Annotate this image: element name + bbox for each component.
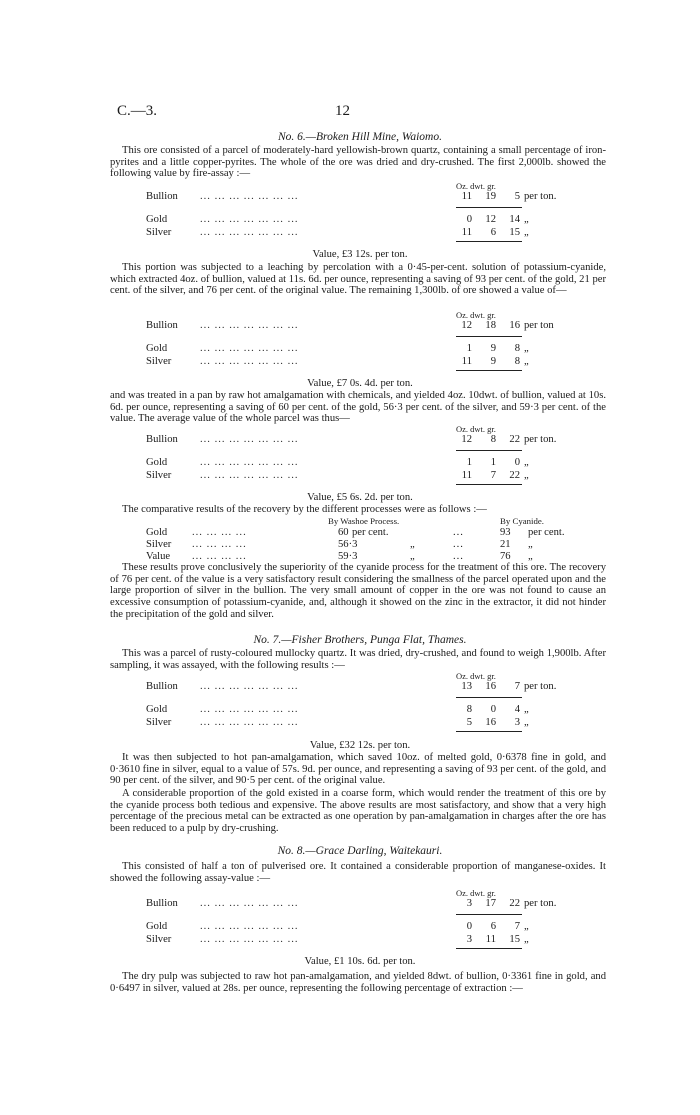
gr-value: 8: [514, 343, 520, 354]
table-row: [110, 539, 610, 551]
value-line: Value, £3 12s. per ton.: [312, 249, 408, 260]
row-label: Bullion: [146, 434, 178, 445]
value-line: Value, £7 0s. 4d. per ton.: [307, 378, 413, 389]
gr-value: 7: [514, 681, 520, 692]
divider: [456, 731, 522, 732]
row-label: Silver: [146, 717, 172, 728]
value-line: Value, £5 6s. 2d. per ton.: [307, 492, 413, 503]
gr-value: 8: [514, 356, 520, 367]
divider: [456, 484, 522, 485]
unit-suffix: „: [524, 214, 529, 225]
oz-value: 1: [466, 457, 472, 468]
row-label: Bullion: [146, 191, 178, 202]
row-label: Gold: [146, 214, 168, 225]
section-6-para-5: [110, 562, 606, 621]
oz-value: 8: [466, 704, 472, 715]
leader-dots: ...: [453, 539, 464, 550]
paragraph: This ore consisted of a parcel of moderately-hard yellowish-brown quartz, containing a small percentage of iron-pyrites and a little copper-pyrites. The whole of the ore was dried and dry-crushed. The first 2,000lb. showed the following value by fire-assay :—: [110, 145, 606, 180]
leader-dots: ... ... ... ... ... ... ...: [200, 898, 299, 909]
gr-value: 15: [509, 934, 520, 945]
table-row: [110, 898, 610, 910]
gr-value: 15: [509, 227, 520, 238]
washoe-header: By Washoe Process.: [328, 516, 400, 526]
row-label: Bullion: [146, 681, 178, 692]
section-7-intro: [110, 648, 606, 671]
oz-value: 11: [461, 191, 472, 202]
oz-value: 12: [461, 320, 472, 331]
gr-value: 22: [509, 434, 520, 445]
oz-value: 12: [461, 434, 472, 445]
oz-value: 11: [461, 470, 472, 481]
cyanide-value: 93: [500, 527, 511, 538]
washoe-unit: „: [410, 539, 415, 550]
divider: [456, 336, 522, 337]
divider: [456, 697, 522, 698]
section-6-para-2: [110, 262, 606, 297]
dwt-value: 11: [485, 934, 496, 945]
paragraph: The comparative results of the recovery by the different processes were as follows :—: [122, 504, 487, 515]
cyanide-value: 76: [500, 551, 511, 562]
washoe-unit: „: [410, 551, 415, 562]
oz-value: 0: [466, 921, 472, 932]
gr-value: 16: [509, 320, 520, 331]
dwt-value: 16: [485, 681, 496, 692]
unit-suffix: „: [524, 457, 529, 468]
dwt-value: 17: [485, 898, 496, 909]
leader-dots: ... ... ... ... ... ... ...: [200, 934, 299, 945]
unit-suffix: „: [524, 717, 529, 728]
gr-value: 14: [509, 214, 520, 225]
value-line: Value, £1 10s. 6d. per ton.: [304, 956, 416, 967]
oz-value: 1: [466, 343, 472, 354]
row-label: Gold: [146, 921, 168, 932]
row-label: Silver: [146, 470, 172, 481]
table-row: [110, 681, 610, 693]
table-row: [110, 320, 610, 332]
section-8-heading: No. 8.—Grace Darling, Waitekauri.: [277, 845, 443, 857]
unit-suffix: per ton.: [524, 434, 557, 445]
section-7-para-3: [110, 788, 606, 835]
table-row: [110, 227, 610, 239]
divider: [456, 207, 522, 208]
table-row: [110, 356, 610, 368]
gr-value: 22: [509, 470, 520, 481]
cyanide-value: 21: [500, 539, 511, 550]
gr-value: 5: [514, 191, 520, 202]
leader-dots: ... ... ... ... ... ... ...: [200, 717, 299, 728]
leader-dots: ...: [453, 551, 464, 562]
value-line: Value, £32 12s. per ton.: [309, 740, 411, 751]
divider: [456, 914, 522, 915]
divider: [456, 450, 522, 451]
section-8-intro: [110, 861, 606, 884]
table-row: [110, 191, 610, 203]
cyanide-unit: „: [528, 539, 533, 550]
dwt-value: 6: [490, 227, 496, 238]
paragraph: This was a parcel of rusty-coloured mullocky quartz. It was dried, dry-crushed, and found to weigh 1,900lb. After sampling, it was assayed, with the following results :—: [110, 648, 606, 671]
row-label: Gold: [146, 457, 168, 468]
section-8-para-2: [110, 971, 606, 994]
dwt-value: 16: [485, 717, 496, 728]
section-6-para-3: [110, 390, 606, 425]
paragraph: A considerable proportion of the gold existed in a coarse form, which would render the treatment of this ore by the cyanide process both tedious and expensive. The above results are most satisfactory, and show that a very high percentage of the precious metal can be extracted as one operation by pan-amalgamation in charges after the ore has been reduced to a pulp by dry-crushing.: [110, 788, 606, 835]
leader-dots: ... ... ... ...: [192, 551, 247, 562]
row-label: Gold: [146, 343, 168, 354]
divider: [456, 948, 522, 949]
washoe-value: 56·3: [338, 539, 358, 550]
leader-dots: ... ... ... ... ... ... ...: [200, 921, 299, 932]
cyanide-unit: „: [528, 551, 533, 562]
dwt-value: 12: [485, 214, 496, 225]
leader-dots: ... ... ... ... ... ... ...: [200, 214, 299, 225]
unit-suffix: „: [524, 470, 529, 481]
divider: [456, 241, 522, 242]
leader-dots: ... ... ... ... ... ... ...: [200, 227, 299, 238]
dwt-value: 19: [485, 191, 496, 202]
unit-suffix: „: [524, 343, 529, 354]
oz-value: 3: [466, 934, 472, 945]
row-label: Value: [146, 551, 171, 562]
oz-value: 11: [461, 356, 472, 367]
units-header: Oz. dwt. gr.: [456, 671, 496, 681]
row-label: Silver: [146, 539, 172, 550]
gr-value: 0: [514, 457, 520, 468]
dwt-value: 0: [490, 704, 496, 715]
paragraph: The dry pulp was subjected to raw hot pan-amalgamation, and yielded 8dwt. of bullion, 0·3361 fine in gold, and 0·6497 in silver, valued at 28s. per ounce, representing the following percentage of extraction :—: [110, 971, 606, 994]
cyanide-header: By Cyanide.: [500, 516, 544, 526]
section-7-heading: No. 7.—Fisher Brothers, Punga Flat, Thames.: [253, 634, 467, 646]
leader-dots: ... ... ... ... ... ... ...: [200, 681, 299, 692]
dwt-value: 18: [485, 320, 496, 331]
leader-dots: ... ... ... ... ... ... ...: [200, 457, 299, 468]
units-header: Oz. dwt. gr.: [456, 181, 496, 191]
row-label: Silver: [146, 934, 172, 945]
paragraph: This portion was subjected to a leaching by percolation with a 0·45-per-cent. solution of potassium-cyanide, which extracted 4oz. of bullion, valued at 11s. 6d. per ounce, representing a saving of 93 per cent. of the gold, 21 per cent. of the silver, and 76 per cent. of the original value. The remaining 1,300lb. of ore showed a value of—: [110, 262, 606, 297]
unit-suffix: „: [524, 356, 529, 367]
oz-value: 0: [466, 214, 472, 225]
table-row: [110, 434, 610, 446]
leader-dots: ... ... ... ...: [192, 539, 247, 550]
report-code: C.—3.: [117, 103, 158, 119]
oz-value: 5: [466, 717, 472, 728]
paragraph: This consisted of half a ton of pulverised ore. It contained a considerable proportion of manganese-oxides. It showed the following assay-value :—: [110, 861, 606, 884]
paragraph: These results prove conclusively the superiority of the cyanide process for the treatment of this ore. The recovery of 76 per cent. of the value is a very satisfactory result considering the smallness of the parcel operated upon and the large proportion of silver in the bullion. The very small amount of copper in the ore was not found to cause an excessive consumption of potassium-cyanide, and, although it showed on the zinc in the extractor, it did not hinder the precipitation of the gold and silver.: [110, 562, 606, 620]
leader-dots: ... ... ... ... ... ... ...: [200, 704, 299, 715]
table-row: [110, 470, 610, 482]
paragraph: and was treated in a pan by raw hot amalgamation with chemicals, and yielded 4oz. 10dwt. of bullion, valued at 10s. 6d. per ounce, representing a saving of 60 per cent. of the gold, 56·3 per cent. of the silver, and 59·3 per cent. of the value. The average value of the whole parcel was thus—: [110, 390, 606, 425]
table-row: [110, 214, 610, 226]
row-label: Bullion: [146, 898, 178, 909]
gr-value: 7: [514, 921, 520, 932]
table-row: [110, 527, 610, 539]
page-number: 12: [335, 103, 350, 119]
unit-suffix: per ton.: [524, 681, 557, 692]
gr-value: 4: [514, 704, 520, 715]
table-row: [110, 717, 610, 729]
leader-dots: ... ... ... ... ... ... ...: [200, 356, 299, 367]
table-row: [110, 457, 610, 469]
units-header: Oz. dwt. gr.: [456, 424, 496, 434]
leader-dots: ... ... ... ... ... ... ...: [200, 343, 299, 354]
washoe-value: 60: [338, 527, 349, 538]
dwt-value: 9: [490, 343, 496, 354]
row-label: Bullion: [146, 320, 178, 331]
unit-suffix: per ton: [524, 320, 554, 331]
table-row: [110, 934, 610, 946]
dwt-value: 1: [490, 457, 496, 468]
units-header: Oz. dwt. gr.: [456, 310, 496, 320]
unit-suffix: per ton.: [524, 191, 557, 202]
row-label: Gold: [146, 704, 168, 715]
oz-value: 11: [461, 227, 472, 238]
leader-dots: ... ... ... ... ... ... ...: [200, 191, 299, 202]
washoe-value: 59·3: [338, 551, 358, 562]
oz-value: 13: [461, 681, 472, 692]
unit-suffix: „: [524, 227, 529, 238]
dwt-value: 6: [490, 921, 496, 932]
gr-value: 3: [514, 717, 520, 728]
table-row: [110, 343, 610, 355]
table-row: [110, 704, 610, 716]
leader-dots: ... ... ... ... ... ... ...: [200, 320, 299, 331]
row-label: Gold: [146, 527, 168, 538]
section-6-para-4: [110, 504, 606, 516]
table-row: [110, 921, 610, 933]
gr-value: 22: [509, 898, 520, 909]
row-label: Silver: [146, 356, 172, 367]
leader-dots: ... ... ... ... ... ... ...: [200, 470, 299, 481]
leader-dots: ... ... ... ...: [192, 527, 247, 538]
row-label: Silver: [146, 227, 172, 238]
dwt-value: 7: [490, 470, 496, 481]
oz-value: 3: [466, 898, 472, 909]
section-6-intro: [110, 145, 606, 180]
washoe-unit: per cent.: [352, 527, 389, 538]
leader-dots: ...: [453, 527, 464, 538]
dwt-value: 9: [490, 356, 496, 367]
divider: [456, 370, 522, 371]
section-7-para-2: [110, 752, 606, 787]
unit-suffix: „: [524, 921, 529, 932]
units-header: Oz. dwt. gr.: [456, 888, 496, 898]
unit-suffix: „: [524, 704, 529, 715]
paragraph: It was then subjected to hot pan-amalgamation, which saved 10oz. of melted gold, 0·6378 fine in gold, and 0·3610 fine in silver, equal to a value of 57s. 9d. per ounce, and representing a saving of 93 per cent. of the gold, and 90 per cent. of the silver, and 90·5 per cent. of the original value.: [110, 752, 606, 787]
unit-suffix: „: [524, 934, 529, 945]
cyanide-unit: per cent.: [528, 527, 565, 538]
leader-dots: ... ... ... ... ... ... ...: [200, 434, 299, 445]
section-6-heading: No. 6.—Broken Hill Mine, Waiomo.: [278, 131, 442, 143]
unit-suffix: per ton.: [524, 898, 557, 909]
dwt-value: 8: [490, 434, 496, 445]
